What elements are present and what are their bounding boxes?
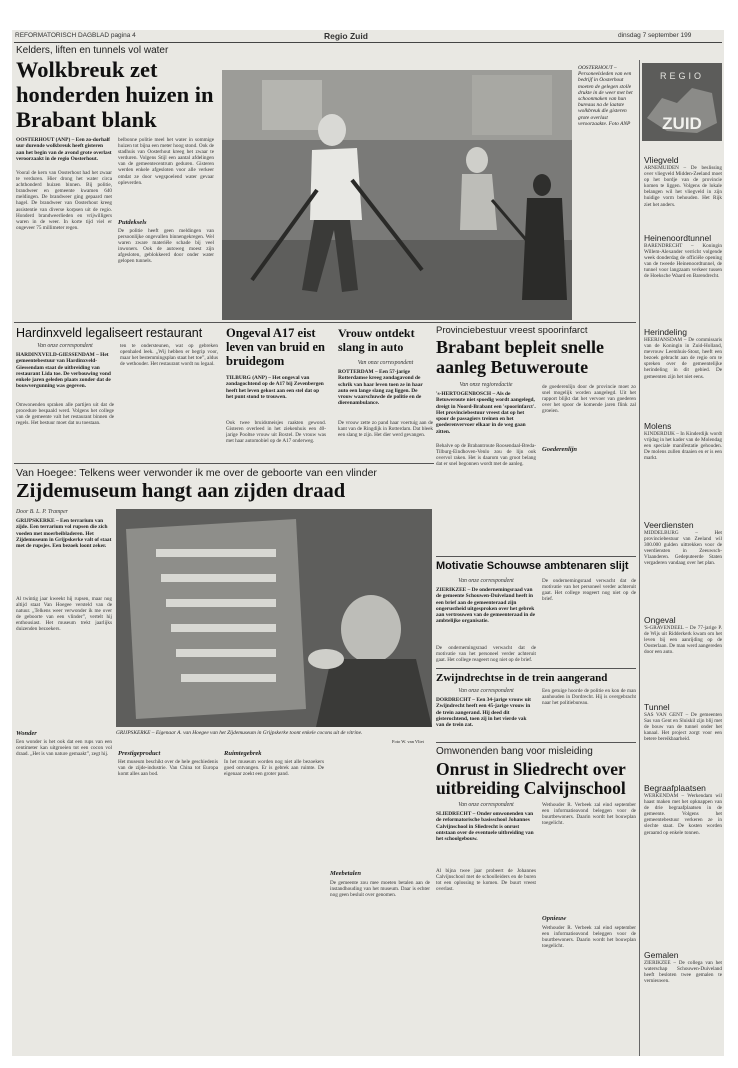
story1-kicker: Kelders, liften en tunnels vol water [16, 45, 169, 56]
story6-subhead-meebetalen: Meebetalen [330, 870, 362, 877]
rail-divider [639, 60, 640, 1056]
rail-item-title: Vliegveld [644, 155, 679, 165]
story8-headline: Zwijndrechtse in de trein aangerand [436, 672, 608, 684]
story6-byline: Door B. L. P. Tramper [16, 509, 68, 515]
rail-item-title: Heinenoordtunnel [644, 233, 712, 243]
rail-item-text: BARENDRECHT – Koningin Willem-Alexander verricht volgende week donderdag de officiële opening van de tweede Heinenoordtunnel, de tunnel voor langzaam verkeer tussen de Hoeksche Waard en Barendrecht. [644, 243, 722, 280]
story8-body: Een getuige hoorde de politie en kon de man aanhouden in Dordrecht. Hij is overgebracht naar het politiebureau. [542, 688, 636, 707]
story5-body-col1: Behalve op de Brabantroute Roosendaal-Breda-Tilburg-Eindhoven-Venlo zou de lijn ook overvol raken. Het is daarom van groot belang dat er snel begonnen wordt met de aanleg. [436, 443, 536, 468]
story9-lead: SLIEDRECHT – Onder omwonenden van de reformatorische basisschool Johannes Calvijnschool in Sliedrecht is onrust ontstaan over de eventuele uitbreiding van het schoolgebouw. [436, 811, 534, 843]
story6-body-col1b: Een wonder is het ook dat een rups van een centimeter kan uitgroeien tot een cocon vol draad. „Het is van nature gemaakt”, zegt hij. [16, 739, 112, 758]
newspaper-page [12, 30, 724, 1056]
story9-body-col1: Al bijna twee jaar probeert de Johannes Calvijnschool met de schoolleiders en de buren tot een oplossing te komen. De buurt vreest overlast. [436, 868, 536, 893]
story9-body-col2: Wethouder R. Verbeek zal eind september een informatieavond beleggen voor de buurtbewoners. Daarin wordt het bouwplan toegelicht. [542, 802, 636, 827]
story6-body-col2: Het museum beschikt over de hele geschiedenis van de zijde-industrie. Van China tot Europa komt alles aan bod. [118, 759, 218, 778]
rail-item-text: SAS VAN GENT – De gemeenten Sas van Gent en Sluiskil zijn blij met de bouw van de tunnel onder het kanaal. Het project zorgt voor een betere bereikbaarheid. [644, 712, 722, 743]
story7-body: De ondernemingsraad verwacht dat de motivatie van het personeel verder achteruit gaat. Het college reageert nog niet op de brief. [436, 645, 536, 664]
story4-lead: ROTTERDAM – Een 57-jarige Rotterdamse kreeg zondagavond de schrik van haar leven toen ze in haar auto een lange slang zag liggen. De vrouw waarschuwde de politie en de dierenambulance. [338, 369, 423, 407]
story6-body-col3: In het museum worden nog niet alle bezoekers goed ontvangen. Er is gebrek aan ruimte. De eigenaar zoekt een groter pand. [224, 759, 324, 778]
story6-body-col1: Al twintig jaar kweekt hij rupsen, maar nog altijd staat Van Hoegee versteld van de natuur. „Telkens weer verwonder ik me over de geboorte van een vlinder”, vertelt hij enthousiast. Het museum trekt jaarlijks duizenden bezoekers. [16, 596, 112, 633]
running-head-date: dinsdag 7 september 199 [618, 32, 692, 39]
story1-lead: OOSTERHOUT (ANP) – Een zo-dorhalf uur durende wolkbreuk heeft gisteren aan het begin van de avond grote overlast veroorzaakt in de regio Oosterhout. [16, 137, 112, 162]
story1-headline: Wolkbreuk zet honderden huizen in Brabant blank [16, 57, 214, 132]
rail-item-herindeling [644, 327, 722, 409]
rail-item-title: Tunnel [644, 702, 670, 712]
story7-body-col2: De ondernemingsraad verwacht dat de motivatie van het personeel verder achteruit gaat. Het college reageert nog niet op de brief. [542, 578, 636, 603]
story8-lead: DORDRECHT – Een 34-jarige vrouw uit Zwijndrecht heeft een 45-jarige vrouw in de trein aangerand. Hij deed dit gisterochtend, toen zij in het vierde vak van de trein zat. [436, 697, 531, 729]
flood-cleanup-photo [222, 70, 572, 320]
rail-item-title: Begraafplaatsen [644, 783, 706, 793]
story5-byline: Van onze regioredactie [459, 382, 513, 388]
rail-item-title: Molens [644, 421, 672, 431]
story6-subhead-prestige: Prestigeproduct [118, 750, 161, 757]
story1-subhead: Putdeksels [118, 219, 147, 226]
section-name: Regio Zuid [324, 31, 368, 41]
story5-kicker: Provinciebestuur vreest spoorinfarct [436, 325, 588, 336]
story9-rule [436, 742, 636, 743]
story9-kicker: Omwonenden bang voor misleiding [436, 746, 593, 757]
story3-body: Ook twee bruidsmeisjes raakten gewond. Gisteren overleed in het ziekenhuis een 40-jarige Pooltse vrouw uit Boxtel. De vrouw was met haar automobiel op de A17 onderweg. [226, 420, 326, 445]
svg-text:REGIO: REGIO [659, 71, 705, 81]
rail-item-veerdiensten [644, 520, 722, 606]
story1-body-col3: De politie heeft geen meldingen van persoonlijke ongevallen binnengekregen. Wel waren zware materiële schade bij veel inwoners. Ook de autoweg moest zijn afgesloten, geblokkeerd door onder water gelopen tunnels. [118, 228, 214, 265]
story5-lead: 's-HERTOGENBOSCH – Als de Betuweroute niet spoedig wordt aangelegd, dreigt in Noord-Brabant een 'spoorinfarct'. Het provinciebestuur vreest dat op het spoor de passagiers treinen en het goederenvervoer elkaar in de weg gaan zitten. [436, 391, 536, 435]
rail-item-molens [644, 421, 722, 509]
story6-kicker: Van Hoegee: Telkens weer verwonder ik me over de geboorte van een vlinder [16, 467, 377, 479]
story7-rule [436, 556, 636, 557]
flood-photo-caption: OOSTERHOUT – Personeelsleden van een bedrijf in Oosterhout moeten de gelegen stolle drukte in de weer met het schoonmaken van hun bureaus na de laatste wolkbreuk die gisteren grote overlast veroorzaakte. Foto ANP [578, 65, 633, 127]
story6-subhead-ruimte: Ruimtegebrek [224, 750, 262, 757]
story2-body-col1: Omwonenden spraken alle partijen uit dat de procedure bespaald werd. Volgens het college van de gemeente valt het restaurant binnen de regels. Het bestuur moet dat nu toestaan. [16, 402, 114, 427]
rail-item-text: 'S-GRAVENDEEL – De 77-jarige P. de Wijs uit Ridderkerk kwam om het leven bij een aanrijding op de Oosterlaan. De man werd aangereden door een auto. [644, 625, 722, 656]
story5-headline: Brabant bepleit snelle aanleg Betuweroute [436, 337, 605, 377]
row2-rule [14, 322, 636, 323]
rail-item-text: ZIERIKZEE – De collega van het waterschap Schouwen-Duiveland heeft besloten twee gemalen te vernieuwen. [644, 960, 722, 985]
story7-byline: Van onze correspondent [458, 578, 514, 584]
rail-item-title: Gemalen [644, 950, 679, 960]
row3-rule [14, 463, 434, 464]
rail-item-text: HEERJANSDAM – De commissaris van de Koningin in Zuid-Holland, mevrouw Leemhuis-Stout, heeft een bezoek gebracht aan de regio om te spreken over de gemeentelijke herindeling in dit gebied. De gemeenten zijn het niet eens. [644, 337, 722, 380]
story6-lead: GRIJPSKERKE – Een terrarium van zijde. Een terrarium vol rupsen die zich voeden met moerbeibladeren. Het Zijdemuseum in Grijpskerke valt of staat met de rupsjes. Een bezoek loont zeker. [16, 518, 112, 550]
rail-item-text: KINDERDIJK – In Kinderdijk wordt vrijdag in het kader van de Molendag een speciale manifestatie gehouden. De molens zullen draaien en er is een markt. [644, 431, 722, 462]
regio-zuid-logo [642, 63, 722, 141]
story2-headline: Hardinxveld legaliseert restaurant [16, 326, 203, 340]
story7-headline: Motivatie Schouwse ambtenaren slijt [436, 560, 629, 572]
rail-item-text: ARNEMUIDEN – De beslissing over vliegveld Midden-Zeeland moet op het bordje van de provincie komen te liggen. Volgens de lokale belangen wil het vliegveld in zijn huidige vorm behouden. Het Rijk ziet het anders. [644, 165, 722, 208]
story3-lead: TILBURG (ANP) – Het ongeval van zondagochtend op de A17 bij Zevenbergen heeft het leven gekost aan een stel dat op het punt stond te trouwen. [226, 375, 324, 400]
rail-item-ongeval [644, 615, 722, 693]
rail-item-gemalen [644, 950, 722, 1040]
flood-photo-illustration [222, 70, 572, 320]
silk-photo-caption: GRIJPSKERKE – Eigenaar A. van Hoegee van het Zijdemuseum in Grijpskerke toont enkele cocons uit de vitrine. [116, 730, 363, 736]
story5-subhead: Goederenlijn [542, 446, 578, 453]
rail-item-text: MIDDELBURG – Het provinciebestuur van Zeeland wil 300.000 gulden uittrekken voor de veerdiensten in Zeeuwsch-Vlaanderen. Gedeputeerde Staten vergaderen vandaag over het plan. [644, 530, 722, 567]
story1-body-col2: belbonne politie meel het water in sommige huizen tot bijna een meter hoog stond. Ook de stadhuis van Oosterhout kreeg het zwaar te verduren. Volgens Stijl een aantal afdelingen van de gemeentecentrum geduren. Gisteren werden enkele afgesloten voor alle verkeer omdat ze door wegspoelend water gevaar opleverden. [118, 137, 214, 186]
story4-byline: Van onze correspondent [357, 360, 414, 366]
story5-body-col2: de goederenlijn door de provincie moet zo snel mogelijk worden aangelegd. Uit het rapport blijkt dat het vervoer van goederen over het spoor de komende jaren flink zal groeien. [542, 384, 636, 415]
story6-subhead-wonder: Wonder [16, 730, 37, 737]
silk-museum-photo [116, 509, 432, 727]
story4-headline: Vrouw ontdekt slang in auto [338, 326, 415, 354]
story3-headline: Ongeval A17 eist leven van bruid en bruidegom [226, 326, 325, 368]
story8-byline: Van onze correspondent [458, 688, 514, 694]
rail-item-heinenoordtunnel [644, 233, 722, 315]
rail-item-title: Ongeval [644, 615, 676, 625]
rail-item-title: Veerdiensten [644, 520, 694, 530]
story1-body-col1: Vooral de kern van Oosterhout had het zwaar te verduren. Hier drong het water circa achthonderd huizen binnen. Bij politie, brandweer en gemeente kwamen 640 meldingen. De brandweer ging gepaard met hagel. De brandweer van Oosterhout kreeg assistentie van diverse korpsen uit de regio. Honderd brandweerlieden en vrijwilligers waren in de weer. In korte tijd viel er ongeveer 75 millimeter regen. [16, 170, 112, 231]
story9-subhead: Opnieuw [542, 915, 567, 922]
silk-photo-credit: Foto W. van Vliet [392, 739, 424, 744]
running-head-left: REFORMATORISCH DAGBLAD pagina 4 [15, 32, 136, 39]
rail-item-tunnel [644, 702, 722, 772]
story2-lead: HARDINXVELD-GIESSENDAM – Het gemeentebestuur van Hardinxveld-Giessendam staat de uitbreiding van restaurant Lida toe. De verbouwing vond enkele jaren geleden plaats zonder dat de bouwvergunning was gegeven. [16, 352, 111, 390]
story6-headline: Zijdemuseum hangt aan zijden draad [16, 480, 346, 502]
logo-map-graphic [642, 63, 722, 141]
svg-text:ZUID: ZUID [662, 114, 702, 133]
story4-body: De vrouw zette zo pand haar voertuig aan de kant van de Ringdijk in Rotterdam. Dat bleek een slang te zijn. Het dier werd gevangen. [338, 420, 433, 439]
story2-body-col2: ten te ondersteunen, wat op gebreken openhaled leek. „Wij hebben er begrip voor, maar het bestemmingsplan staat het toe”, aldus de wethouder. Het restaurant wordt nu legaal. [120, 343, 218, 368]
story9-body-col3: Wethouder R. Verbeek zal eind september een informatieavond beleggen voor de buurtbewoners. Daarin wordt het bouwplan toegelicht. [542, 925, 636, 950]
rail-item-vliegveld [644, 155, 722, 223]
rail-item-title: Herindeling [644, 327, 687, 337]
story9-headline: Onrust in Sliedrecht over uitbreiding Calvijnschool [436, 759, 626, 798]
story6-body-col4: De gemeente zou mee moeten betalen aan de instandhouding van het museum. Daar is echter nog geen besluit over genomen. [330, 880, 430, 899]
rail-item-text: WERKENDAM – Werkendam wil haast maken met het opknappen van de drie begraafplaatsen in de gemeente. Volgens het gemeentebestuur verkeren ze in slechte staat. De kosten worden geraamd op enkele tonnen. [644, 793, 722, 836]
header-rule [14, 42, 722, 43]
rail-item-begraafplaatsen [644, 783, 722, 943]
story9-byline: Van onze correspondent [458, 802, 514, 808]
silk-photo-illustration [116, 509, 432, 727]
story2-byline: Van onze correspondent [37, 343, 93, 349]
story8-rule [436, 668, 636, 669]
story7-lead: ZIERIKZEE – De ondernemingsraad van de gemeente Schouwen-Duiveland heeft in een brief aan de gemeenteraad zijn ongerustheid uitgesproken over het gebrek aan vertrouwen van de gemeenteraad in de ambtelijke organisatie. [436, 587, 536, 625]
